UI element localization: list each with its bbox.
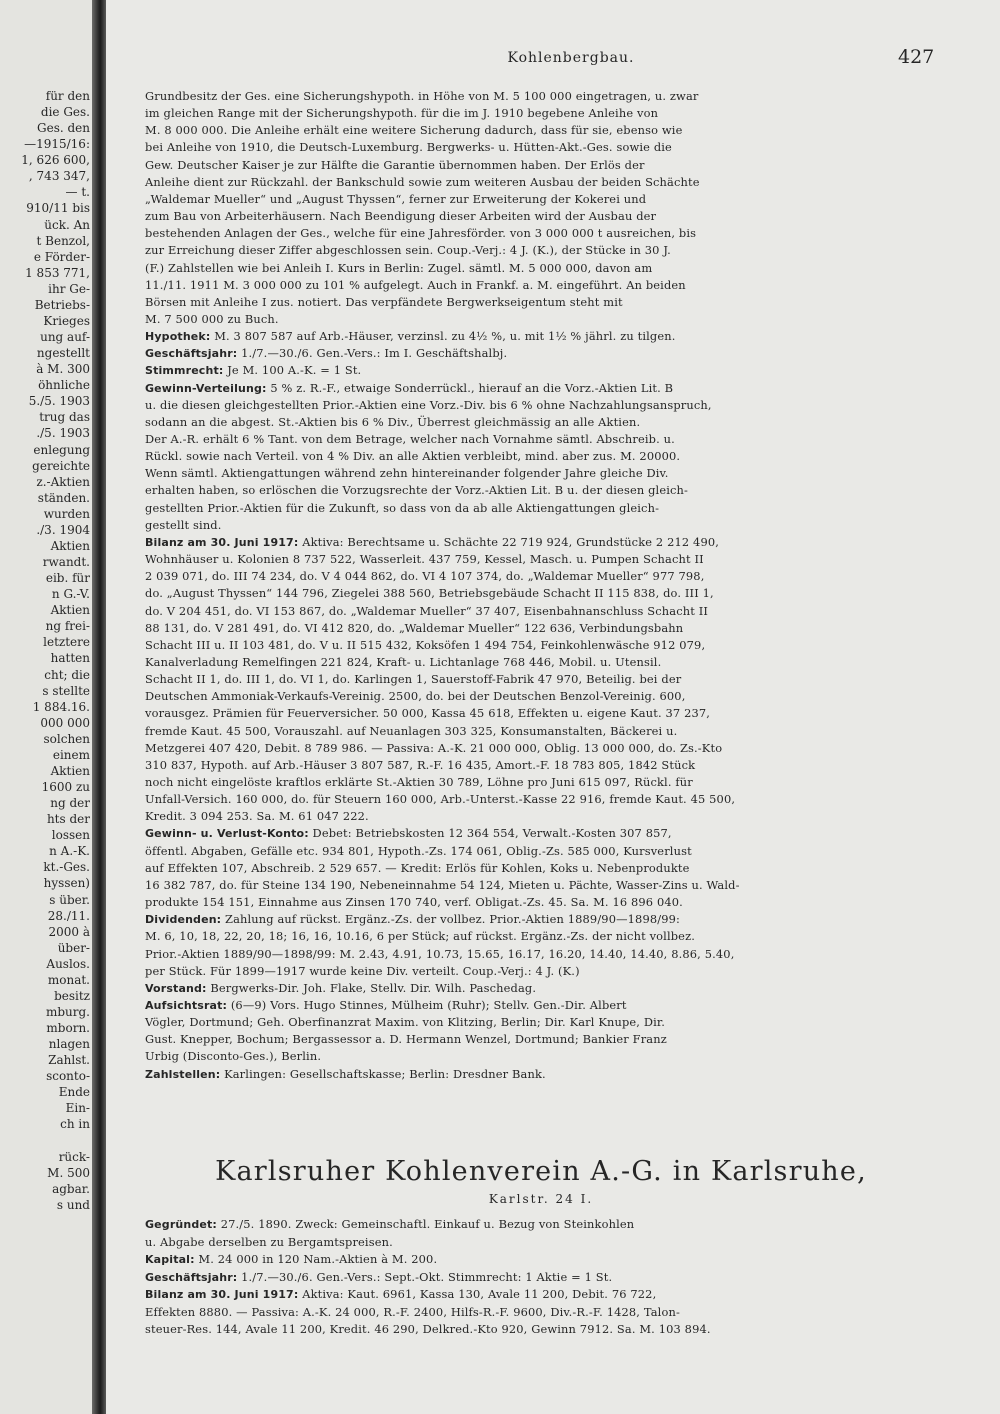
line-text: M. 8 000 000. Die Anleihe erhält eine weitere Sicherung dadurch, dass für sie, ebenso wie (145, 123, 683, 138)
section-label: Stimmrecht: (145, 364, 224, 378)
line-text: Gew. Deutscher Kaiser je zur Hälfte die Garantie übernommen haben. Der Erlös der (145, 157, 645, 172)
line-text: do. V 204 451, do. VI 153 867, do. „Waldemar Mueller“ 37 407, Eisenbahnanschluss Schacht II (145, 603, 709, 618)
left-page-line: 5./5. 1903 (28, 394, 90, 409)
line-text: Wenn sämtl. Aktiengattungen während zehn hintereinander folgender Jahre gleiche Div. (145, 466, 669, 481)
line-text: produkte 154 151, Einnahme aus Zinsen 170 740, verf. Obligat.-Zs. 45. Sa. M. 16 896 040. (145, 895, 683, 910)
text-line (145, 947, 937, 961)
text-line (145, 861, 937, 875)
line-text: u. die diesen gleichgestellten Prior.-Aktien eine Vorz.-Div. bis 6 % ohne Nachzahlungsanspruch, (145, 397, 712, 412)
line-text: Unfall-Versich. 160 000, do. für Steuern 160 000, Arb.-Unterst.-Kasse 22 916, fremde Kaut. 45 500, (145, 792, 736, 807)
text-line (145, 140, 937, 154)
line-text: 16 382 787, do. für Steine 134 190, Nebeneinnahme 54 124, Mieten u. Pächte, Wasser-Zins u. Wald- (145, 877, 740, 892)
text-line (145, 1235, 937, 1249)
text-line (145, 535, 937, 550)
line-text: Gust. Knepper, Bochum; Bergassessor a. D. Hermann Wenzel, Dortmund; Bankier Franz (145, 1032, 667, 1047)
text-line (145, 398, 937, 412)
left-page-line: cht; die (44, 667, 90, 682)
left-page-line: trug das (39, 410, 90, 425)
text-line (145, 175, 937, 189)
left-page-line: eib. für (45, 571, 90, 586)
text-line (145, 964, 937, 978)
line-text: Karlingen: Gesellschaftskasse; Berlin: Dresdner Bank. (220, 1066, 546, 1081)
line-text: Vögler, Dortmund; Geh. Oberfinanzrat Maxim. von Klitzing, Berlin; Dir. Karl Knupe, Dir. (145, 1015, 666, 1030)
text-line (145, 586, 937, 600)
left-page-line: besitz (54, 988, 90, 1003)
left-page-line: à M. 300 (36, 362, 90, 377)
line-text: Grundbesitz der Ges. eine Sicherungshypoth. in Höhe von M. 5 100 000 eingetragen, u. zwar (145, 89, 699, 103)
left-page-line: s über. (49, 892, 90, 907)
text-line (145, 106, 937, 120)
text-line (145, 706, 937, 720)
line-text: Prior.-Aktien 1889/90—1898/99: M. 2.43, 4.91, 10.73, 15.65, 16.17, 16.20, 14.40, 14.40, 8.86, 5.40, (145, 946, 735, 961)
text-line (145, 89, 937, 103)
text-line (145, 741, 937, 755)
left-page-line: nlagen (48, 1037, 90, 1052)
text-line (145, 569, 937, 583)
left-page-line: ch in (60, 1117, 90, 1132)
line-text: do. „August Thyssen“ 144 796, Ziegelei 388 560, Betriebsgebäude Schacht II 115 838, do. III 1, (145, 586, 714, 601)
line-text: M. 6, 10, 18, 22, 20, 18; 16, 16, 10.16, 6 per Stück; auf rückst. Ergänz.-Zs. der nicht vollbez. (145, 929, 695, 944)
line-text: „Waldemar Mueller“ und „August Thyssen“, ferner zur Erweiterung der Kokerei und (145, 191, 647, 206)
left-page-fragment (0, 0, 92, 1414)
left-page-line: ück. An (44, 217, 90, 232)
left-page-line: Ende (58, 1085, 90, 1100)
text-line (145, 621, 937, 635)
left-page-line: n A.-K. (49, 844, 90, 859)
left-page-line: 1, 626 600, (21, 153, 90, 168)
text-line (145, 243, 937, 257)
text-line (145, 1067, 937, 1082)
section-label: Gewinn-Verteilung: (145, 381, 267, 395)
company-heading: Karlsruher Kohlenverein A.-G. in Karlsruhe, (215, 1156, 867, 1187)
line-text: 88 131, do. V 281 491, do. VI 412 820, do. „Waldemar Mueller“ 122 636, Verbindungsbahn (145, 620, 684, 635)
text-line (145, 1015, 937, 1029)
left-page-line: s stellte (42, 683, 90, 698)
left-page-line: Ges. den (37, 121, 90, 136)
section-label: Zahlstellen: (145, 1067, 221, 1081)
left-page-line: ./5. 1903 (36, 426, 90, 441)
section-label: Hypothek: (145, 330, 211, 344)
text-line (145, 483, 937, 497)
line-text: fremde Kaut. 45 500, Vorauszahl. auf Neuanlagen 303 325, Konsumanstalten, Bäckerei u. (145, 723, 678, 738)
text-line (145, 672, 937, 686)
line-text: M. 3 807 587 auf Arb.-Häuser, verzinsl. zu 4½ %, u. mit 1½ % jährl. zu tilgen. (210, 329, 676, 344)
left-page-line: kt.-Ges. (43, 860, 90, 875)
company-address: Karlstr. 24 I. (488, 1192, 594, 1206)
text-line (145, 1252, 937, 1267)
line-text: öffentl. Abgaben, Gefälle etc. 934 801, Hypoth.-Zs. 174 061, Oblig.-Zs. 585 000, Kursverlust (145, 843, 692, 858)
left-page-line: 1600 zu (41, 780, 90, 794)
left-page-line: ständen. (37, 490, 90, 505)
section-label: Vorstand: (145, 981, 207, 995)
text-line (145, 209, 937, 223)
section-label: Geschäftsjahr: (145, 1270, 238, 1284)
line-text: Je M. 100 A.-K. = 1 St. (223, 363, 362, 378)
line-text: per Stück. Für 1899—1917 wurde keine Div. verteilt. Coup.-Verj.: 4 J. (K.) (145, 963, 580, 978)
text-line (145, 1217, 937, 1232)
line-text: 1./7.—30./6. Gen.-Vers.: Im I. Geschäftshalbj. (237, 346, 508, 361)
line-text: gestellt sind. (145, 517, 222, 532)
text-line (145, 158, 937, 172)
text-line (145, 758, 937, 772)
line-text: Der A.-R. erhält 6 % Tant. von dem Betrage, welcher nach Vornahme sämtl. Abschreib. u. (145, 432, 675, 446)
text-line (145, 912, 937, 927)
text-line (145, 278, 937, 292)
left-page-line: einem (52, 747, 90, 762)
left-page-line: ng frei- (45, 619, 90, 634)
section-label: Geschäftsjahr: (145, 347, 238, 361)
left-page-line: Aktien (50, 603, 90, 618)
left-page-line: ihr Ge- (48, 281, 90, 296)
line-text: Schacht III u. II 103 481, do. V u. II 515 432, Koksöfen 1 494 754, Feinkohlenwäsche 912 079, (145, 637, 706, 652)
left-page-line: wurden (43, 506, 90, 521)
line-text: noch nicht eingelöste kraftlos erklärte St.-Aktien 30 789, Löhne pro Juni 615 097, Rückl. für (145, 775, 693, 789)
left-page-line: , 743 347, (28, 169, 90, 184)
text-line (145, 775, 937, 789)
left-page-line: n G.-V. (51, 587, 90, 602)
line-text: gestellten Prior.-Aktien für die Zukunft, so dass von da ab alle Aktiengattungen gleich- (145, 500, 660, 515)
text-line (145, 381, 937, 396)
line-text: Börsen mit Anleihe I zus. notiert. Das verpfändete Bergwerkseigentum steht mit (145, 294, 623, 309)
left-page-line: Zahlst. (48, 1053, 90, 1068)
section-label: Bilanz am 30. Juni 1917: (145, 535, 299, 549)
section-label: Gegründet: (145, 1218, 217, 1231)
text-line (145, 1049, 937, 1063)
left-page-line: agbar. (52, 1181, 90, 1196)
line-text: zum Bau von Arbeiterhäusern. Nach Beendigung dieser Arbeiten wird der Ausbau der (145, 209, 657, 224)
line-text: Urbig (Disconto-Ges.), Berlin. (145, 1049, 322, 1064)
left-page-line: 910/11 bis (26, 201, 90, 216)
left-page-line: hatten (50, 651, 90, 666)
text-line (145, 123, 937, 137)
text-line (145, 1287, 937, 1302)
line-text: M. 24 000 in 120 Nam.-Aktien à M. 200. (194, 1252, 438, 1266)
line-text: Debet: Betriebskosten 12 364 554, Verwalt.-Kosten 307 857, (308, 826, 672, 841)
line-text: u. Abgabe derselben zu Bergamtspreisen. (145, 1234, 393, 1249)
running-header: Kohlenbergbau. (507, 50, 635, 66)
text-line (145, 981, 937, 996)
text-line (145, 809, 937, 823)
line-text: bei Anleihe von 1910, die Deutsch-Luxemburg. Bergwerks- u. Hütten-Akt.-Ges. sowie die (145, 140, 672, 155)
text-line (145, 878, 937, 892)
left-page-line: Krieges (43, 313, 90, 328)
left-page-line: Ein- (65, 1101, 90, 1116)
text-line (145, 655, 937, 669)
text-line (145, 518, 937, 532)
text-line (145, 929, 937, 943)
text-line (145, 261, 937, 275)
text-line (145, 192, 937, 206)
text-line (145, 638, 937, 652)
left-page-line: über- (57, 940, 90, 955)
left-page-line: ngestellt (36, 346, 90, 361)
text-line (145, 226, 937, 240)
line-text: Wohnhäuser u. Kolonien 8 737 522, Wasserleit. 437 759, Kessel, Masch. u. Pumpen Schacht II (145, 552, 704, 567)
left-page-line: letztere (43, 635, 90, 650)
text-line (145, 724, 937, 738)
left-page-line: —1915/16: (24, 137, 90, 152)
line-text: Kanalverladung Remelfingen 221 824, Kraft- u. Lichtanlage 768 446, Mobil. u. Utensil. (145, 654, 662, 669)
left-page-line: Aktien (50, 763, 90, 778)
left-page-line: enlegung (33, 442, 90, 457)
text-line (145, 312, 937, 326)
left-page-line: e Förder- (33, 249, 90, 264)
left-page-line: monat. (47, 972, 90, 987)
left-page-line: t Benzol, (36, 233, 90, 248)
left-page-line: ng der (50, 796, 90, 811)
text-line (145, 844, 937, 858)
left-page-line: 1 884.16. (32, 699, 90, 714)
left-page-line: Aktien (50, 538, 90, 553)
line-text: 27./5. 1890. Zweck: Gemeinschaftl. Einkauf u. Bezug von Steinkohlen (216, 1217, 635, 1231)
line-text: 310 837, Hypoth. auf Arb.-Häuser 3 807 587, R.-F. 16 435, Amort.-F. 18 783 805, 1842 Stück (145, 757, 696, 772)
line-text: 5 % z. R.-F., etwaige Sonderrückl., hierauf an die Vorz.-Aktien Lit. B (266, 380, 674, 395)
left-page-line: lossen (51, 828, 90, 843)
line-text: Effekten 8880. — Passiva: A.-K. 24 000, R.-F. 2400, Hilfs-R.-F. 9600, Div.-R.-F. 1428, Talon- (145, 1304, 680, 1319)
line-text: 1./7.—30./6. Gen.-Vers.: Sept.-Okt. Stimmrecht: 1 Aktie = 1 St. (237, 1269, 613, 1284)
left-page-line: für den (45, 89, 90, 103)
text-line (145, 1305, 937, 1319)
section-label: Aufsichtsrat: (145, 998, 228, 1012)
text-line (145, 466, 937, 480)
text-line (145, 346, 937, 361)
left-page-line: M. 500 (47, 1165, 90, 1180)
left-page-line: sconto- (46, 1069, 90, 1084)
line-text: Aktiva: Kaut. 6961, Kassa 130, Avale 11 200, Debit. 76 722, (298, 1287, 657, 1301)
text-line (145, 1322, 937, 1336)
main-page (106, 0, 1000, 1414)
text-line (145, 432, 937, 446)
line-text: Anleihe dient zur Rückzahl. der Bankschuld sowie zum weiteren Ausbau der beiden Schächte (145, 174, 700, 189)
text-line (145, 689, 937, 703)
line-text: Rückl. sowie nach Verteil. von 4 % Div. an alle Aktien verbleibt, mind. aber zus. M. 20000. (145, 449, 681, 464)
line-text: M. 7 500 000 zu Buch. (145, 311, 279, 326)
left-page-line: gereichte (32, 458, 90, 473)
line-text: vorausgez. Prämien für Feuerversicher. 50 000, Kassa 45 618, Effekten u. eigene Kaut. 37 237, (145, 706, 711, 721)
left-page-line: hts der (46, 812, 90, 827)
line-text: 2 039 071, do. III 74 234, do. V 4 044 862, do. VI 4 107 374, do. „Waldemar Mueller“ 977 798, (145, 569, 705, 584)
text-line (145, 604, 937, 618)
left-page-line: mborn. (46, 1021, 90, 1036)
left-page-line: ung auf- (40, 330, 90, 345)
section-label: Gewinn- u. Verlust-Konto: (145, 827, 309, 841)
left-page-line: 28./11. (47, 908, 90, 923)
text-line (145, 295, 937, 309)
line-text: Bergwerks-Dir. Joh. Flake, Stellv. Dir. Wilh. Paschedag. (206, 980, 537, 995)
line-text: steuer-Res. 144, Avale 11 200, Kredit. 46 290, Delkred.-Kto 920, Gewinn 7912. Sa. M. 103 894. (145, 1322, 711, 1336)
left-page-line: solchen (43, 731, 90, 746)
left-page-line: 1 853 771, (25, 265, 90, 280)
left-page-line: hyssen) (43, 876, 90, 891)
book-gutter (92, 0, 106, 1414)
text-line (145, 792, 937, 806)
line-text: sodann an die abgest. St.-Aktien bis 6 % Div., Überrest gleichmässig an alle Aktien. (145, 414, 641, 429)
text-line (145, 363, 937, 378)
left-page-line: z.-Aktien (36, 474, 90, 489)
left-page-line: rück- (58, 1149, 90, 1164)
line-text: (6—9) Vors. Hugo Stinnes, Mülheim (Ruhr); Stellv. Gen.-Dir. Albert (227, 997, 627, 1012)
line-text: Zahlung auf rückst. Ergänz.-Zs. der vollbez. Prior.-Aktien 1889/90—1898/99: (221, 912, 681, 927)
line-text: auf Effekten 107, Abschreib. 2 529 657. — Kredit: Erlös für Kohlen, Koks u. Nebenprodukte (145, 860, 690, 875)
section-label: Bilanz am 30. Juni 1917: (145, 1288, 299, 1301)
left-page-line: mburg. (45, 1004, 90, 1019)
section-label: Dividenden: (145, 913, 222, 927)
left-page-line: s und (56, 1197, 90, 1212)
text-line (145, 501, 937, 515)
text-line (145, 895, 937, 909)
text-line (145, 415, 937, 429)
left-page-line: rwandt. (42, 555, 90, 570)
page-number: 427 (898, 46, 935, 68)
text-line (145, 826, 937, 841)
left-page-line: 2000 à (48, 924, 90, 939)
text-line (145, 1032, 937, 1046)
left-page-line: — t. (65, 185, 90, 200)
left-page-line: 000 000 (40, 715, 90, 730)
line-text: 11./11. 1911 M. 3 000 000 zu 101 % aufgelegt. Auch in Frankf. a. M. eingeführt. An beiden (145, 277, 686, 292)
text-line (145, 998, 937, 1013)
left-page-line: Betriebs- (34, 297, 90, 312)
left-page-line: Auslos. (46, 956, 90, 971)
left-page-line: die Ges. (40, 105, 90, 120)
line-text: im gleichen Range mit der Sicherungshypoth. für die im J. 1910 begebene Anleihe von (145, 106, 659, 121)
text-line (145, 552, 937, 566)
text-line (145, 1270, 937, 1285)
line-text: erhalten haben, so erlöschen die Vorzugsrechte der Vorz.-Aktien Lit. B u. der diesen gleich- (145, 483, 689, 498)
text-line (145, 449, 937, 463)
line-text: Kredit. 3 094 253. Sa. M. 61 047 222. (145, 809, 369, 824)
text-line (145, 329, 937, 344)
left-page-line: öhnliche (38, 378, 90, 393)
line-text: Aktiva: Berechtsame u. Schächte 22 719 924, Grundstücke 2 212 490, (298, 534, 720, 549)
line-text: zur Erreichung dieser Ziffer abgeschlossen sein. Coup.-Verj.: 4 J. (K.), der Stücke in 30 J. (145, 243, 671, 258)
line-text: bestehenden Anlagen der Ges., welche für eine Jahresförder. von 3 000 000 t ausreichen, bis (145, 226, 697, 241)
line-text: Schacht II 1, do. III 1, do. VI 1, do. Karlingen 1, Sauerstoff-Fabrik 47 970, Beteilig. bei der (145, 672, 682, 687)
line-text: (F.) Zahlstellen wie bei Anleih I. Kurs in Berlin: Zugel. sämtl. M. 5 000 000, davon am (145, 260, 653, 275)
line-text: Metzgerei 407 420, Debit. 8 789 986. — Passiva: A.-K. 21 000 000, Oblig. 13 000 000, do. Zs.-Kto (145, 740, 723, 755)
left-page-line: ./3. 1904 (36, 522, 90, 537)
section-label: Kapital: (145, 1253, 195, 1266)
line-text: Deutschen Ammoniak-Verkaufs-Vereinig. 2500, do. bei der Deutschen Benzol-Vereinig. 600, (145, 689, 686, 704)
